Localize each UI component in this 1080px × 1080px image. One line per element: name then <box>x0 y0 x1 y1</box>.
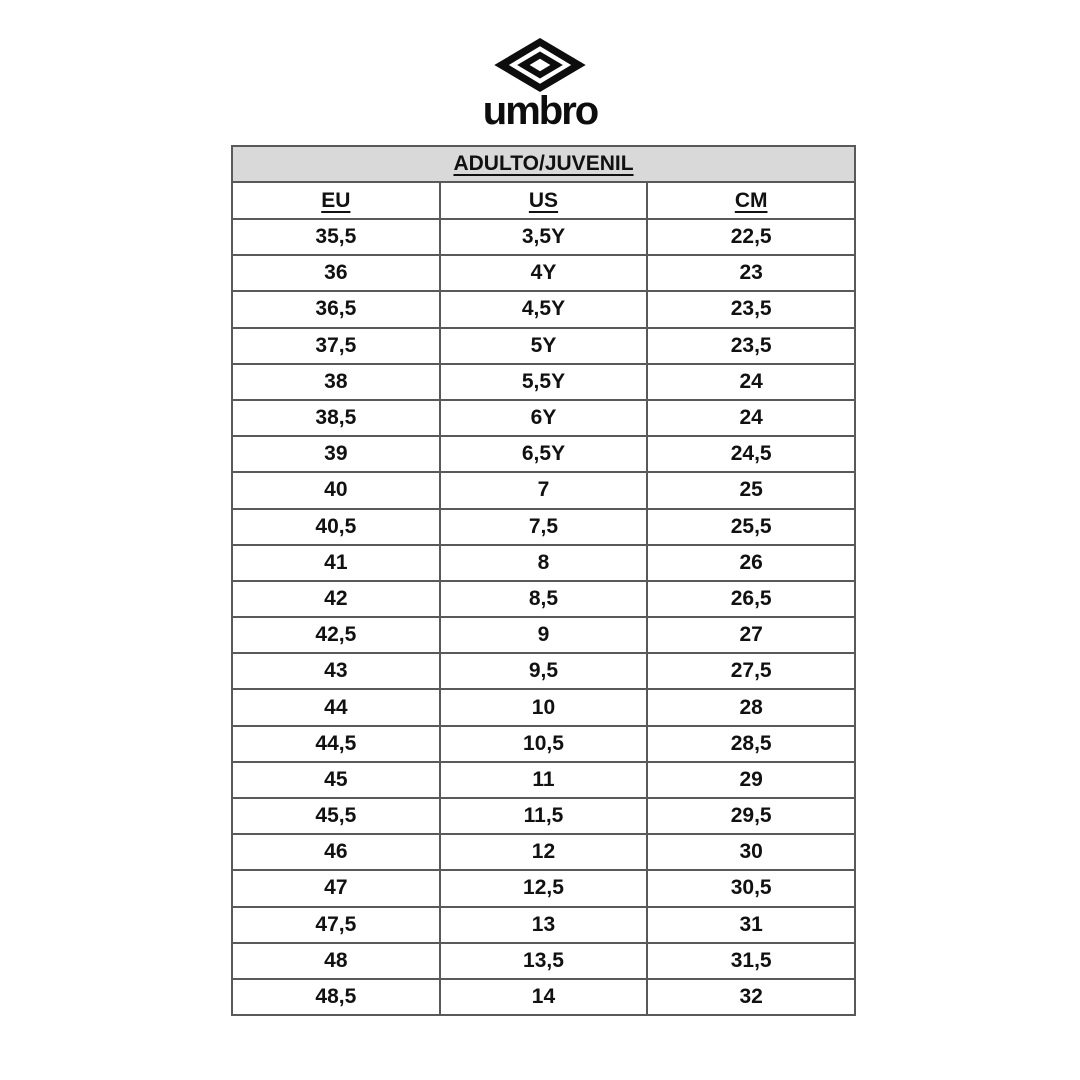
size-cell: 35,5 <box>232 219 440 255</box>
umbro-double-diamond-icon <box>494 38 586 92</box>
table-row <box>232 726 855 762</box>
size-cell: 42,5 <box>232 617 440 653</box>
size-cell: 29,5 <box>647 798 855 834</box>
size-cell: 6,5Y <box>440 436 648 472</box>
table-row <box>232 436 855 472</box>
table-row <box>232 979 855 1015</box>
table-row <box>232 400 855 436</box>
size-cell: 12,5 <box>440 870 648 906</box>
size-cell: 41 <box>232 545 440 581</box>
size-cell: 9,5 <box>440 653 648 689</box>
size-cell: 4,5Y <box>440 291 648 327</box>
size-cell: 39 <box>232 436 440 472</box>
size-cell: 38 <box>232 364 440 400</box>
column-header-eu <box>232 182 440 219</box>
size-cell: 10,5 <box>440 726 648 762</box>
size-cell: 36 <box>232 255 440 291</box>
table-row <box>232 472 855 508</box>
size-cell: 24,5 <box>647 436 855 472</box>
size-cell: 47,5 <box>232 907 440 943</box>
table-row <box>232 762 855 798</box>
column-header-us <box>440 182 648 219</box>
size-cell: 8,5 <box>440 581 648 617</box>
size-cell: 40 <box>232 472 440 508</box>
column-header-us-label: US <box>528 188 559 212</box>
table-row <box>232 689 855 725</box>
table-row <box>232 834 855 870</box>
size-cell: 3,5Y <box>440 219 648 255</box>
size-cell: 47 <box>232 870 440 906</box>
table-title-text: ADULTO/JUVENIL <box>453 152 634 175</box>
size-cell: 8 <box>440 545 648 581</box>
size-cell: 13,5 <box>440 943 648 979</box>
size-table <box>231 145 856 1016</box>
size-cell: 31 <box>647 907 855 943</box>
table-row <box>232 509 855 545</box>
size-cell: 28 <box>647 689 855 725</box>
column-header-cm-label: CM <box>734 188 768 212</box>
table-row <box>232 798 855 834</box>
size-cell: 24 <box>647 400 855 436</box>
size-cell: 40,5 <box>232 509 440 545</box>
size-cell: 11 <box>440 762 648 798</box>
column-header-row <box>232 182 855 219</box>
size-cell: 42 <box>232 581 440 617</box>
table-row <box>232 581 855 617</box>
table-row <box>232 291 855 327</box>
size-cell: 36,5 <box>232 291 440 327</box>
size-cell: 25,5 <box>647 509 855 545</box>
table-title <box>232 146 855 182</box>
size-cell: 43 <box>232 653 440 689</box>
table-row <box>232 617 855 653</box>
size-cell: 24 <box>647 364 855 400</box>
table-row <box>232 545 855 581</box>
table-row <box>232 364 855 400</box>
size-cell: 23,5 <box>647 291 855 327</box>
brand-logo <box>0 38 1080 131</box>
size-cell: 44 <box>232 689 440 725</box>
size-cell: 38,5 <box>232 400 440 436</box>
size-cell: 29 <box>647 762 855 798</box>
size-cell: 48,5 <box>232 979 440 1015</box>
column-header-eu-label: EU <box>321 188 351 212</box>
size-cell: 14 <box>440 979 648 1015</box>
size-cell: 22,5 <box>647 219 855 255</box>
size-cell: 28,5 <box>647 726 855 762</box>
size-cell: 5,5Y <box>440 364 648 400</box>
size-chart <box>231 145 856 1016</box>
size-cell: 9 <box>440 617 648 653</box>
table-row <box>232 653 855 689</box>
table-row <box>232 943 855 979</box>
size-cell: 6Y <box>440 400 648 436</box>
brand-wordmark: umbro <box>482 89 598 133</box>
size-cell: 30,5 <box>647 870 855 906</box>
size-cell: 27,5 <box>647 653 855 689</box>
table-row <box>232 219 855 255</box>
column-header-cm <box>647 182 855 219</box>
table-row <box>232 255 855 291</box>
size-cell: 44,5 <box>232 726 440 762</box>
size-cell: 12 <box>440 834 648 870</box>
size-cell: 48 <box>232 943 440 979</box>
size-cell: 23,5 <box>647 328 855 364</box>
size-cell: 32 <box>647 979 855 1015</box>
size-cell: 27 <box>647 617 855 653</box>
size-cell: 23 <box>647 255 855 291</box>
size-cell: 13 <box>440 907 648 943</box>
size-cell: 11,5 <box>440 798 648 834</box>
table-row <box>232 870 855 906</box>
size-cell: 45 <box>232 762 440 798</box>
size-cell: 7 <box>440 472 648 508</box>
size-cell: 37,5 <box>232 328 440 364</box>
size-cell: 30 <box>647 834 855 870</box>
size-cell: 46 <box>232 834 440 870</box>
table-row <box>232 907 855 943</box>
size-cell: 31,5 <box>647 943 855 979</box>
table-row <box>232 328 855 364</box>
size-cell: 26,5 <box>647 581 855 617</box>
table-body <box>232 219 855 1015</box>
size-cell: 26 <box>647 545 855 581</box>
size-cell: 25 <box>647 472 855 508</box>
size-cell: 5Y <box>440 328 648 364</box>
size-cell: 7,5 <box>440 509 648 545</box>
table-title-row <box>232 146 855 182</box>
size-cell: 10 <box>440 689 648 725</box>
size-cell: 45,5 <box>232 798 440 834</box>
size-cell: 4Y <box>440 255 648 291</box>
